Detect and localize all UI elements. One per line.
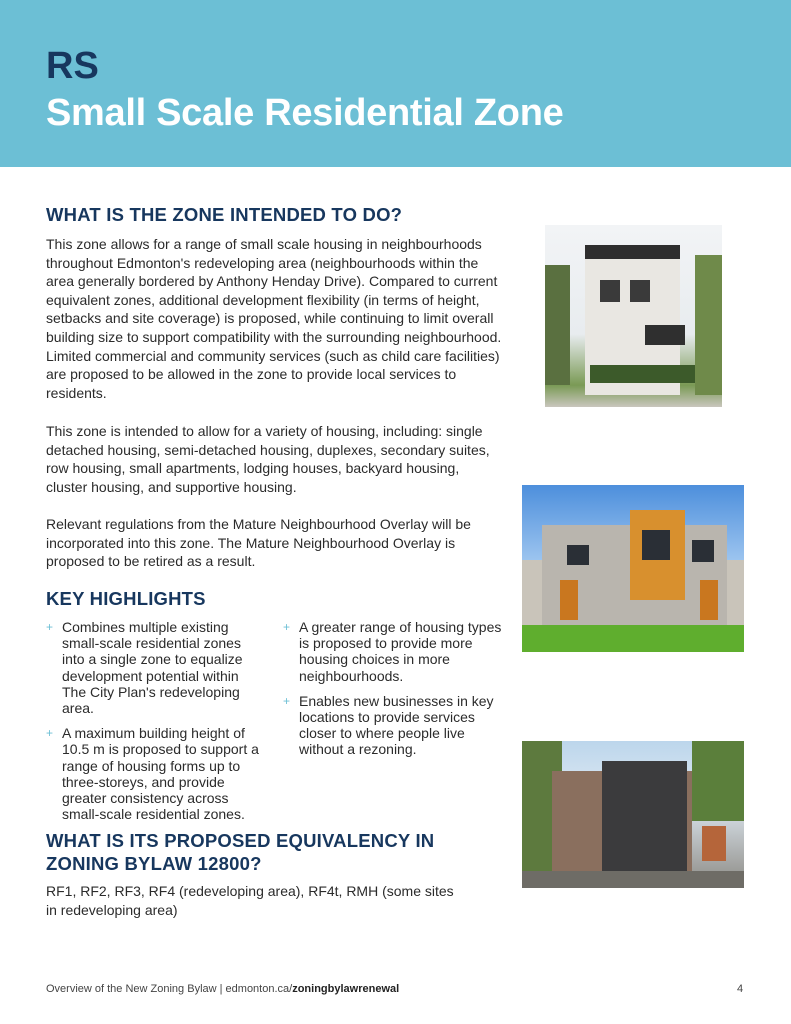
highlights-list-left bbox=[46, 619, 264, 831]
page-number: 4 bbox=[737, 983, 744, 995]
intent-paragraph-2: This zone is intended to allow for a variety of housing, including: single detached housing, semi-detached housing, duplexes, secondary suites, row housing, small apartments, lodging houses, backyard housing, cluster housing, and supportive housing. bbox=[46, 423, 490, 495]
plus-icon: + bbox=[46, 620, 54, 634]
footer-link[interactable]: zoningbylawrenewal bbox=[292, 983, 400, 995]
zone-code: RS bbox=[46, 45, 99, 87]
highlight-text: Enables new businesses in key locations to provide services closer to where people live without a rezoning. bbox=[299, 692, 494, 758]
list-item bbox=[283, 619, 505, 684]
house-photo-3 bbox=[522, 741, 744, 888]
highlight-text: A greater range of housing types is proposed to provide more housing choices in more neighbourhoods. bbox=[299, 619, 502, 684]
house-photo-1 bbox=[545, 225, 722, 407]
intent-paragraph-1: This zone allows for a range of small scale housing in neighbourhoods throughout Edmonton's redeveloping area (neighbourhoods within the area generally bordered by Anthony Henday Drive). Compared to current equivalent zones, additional development flexibility (in terms of height, setbacks and site coverage) is proposed, while continuing to limit overall building size to support compatibility with the surrounding neighbourhood. Limited commercial and community services (such as child care facilities) are proposed to be allowed in the zone to provide local services to residents. bbox=[46, 236, 502, 401]
intent-paragraph-3: Relevant regulations from the Mature Neighbourhood Overlay will be incorporated into this zone. The Mature Neighbourhood Overlay is proposed to be retired as a result. bbox=[46, 516, 471, 570]
highlight-text: Combines multiple existing small-scale residential zones into a single zone to equalize development potential within The City Plan's redeveloping area. bbox=[62, 619, 243, 717]
footer bbox=[46, 983, 399, 995]
equivalency-heading: WHAT IS ITS PROPOSED EQUIVALENCY IN ZONING BYLAW 12800? bbox=[46, 830, 435, 874]
page-header bbox=[0, 0, 791, 167]
plus-icon: + bbox=[283, 693, 291, 708]
footer-text: Overview of the New Zoning Bylaw | edmonton.ca/ bbox=[46, 983, 293, 995]
equivalency-text: RF1, RF2, RF3, RF4 (redeveloping area), RF4t, RMH (some sites in redeveloping area) bbox=[46, 883, 454, 918]
list-item bbox=[46, 725, 264, 822]
page-title: Small Scale Residential Zone bbox=[46, 92, 564, 134]
plus-icon: + bbox=[283, 620, 291, 634]
intent-heading: WHAT IS THE ZONE INTENDED TO DO? bbox=[46, 204, 403, 225]
list-item bbox=[283, 693, 505, 758]
list-item bbox=[46, 619, 264, 716]
highlights-list-right bbox=[283, 619, 505, 767]
plus-icon: + bbox=[46, 726, 54, 741]
house-photo-2 bbox=[522, 485, 744, 652]
highlight-text: A maximum building height of 10.5 m is proposed to support a range of housing forms up to three-storeys, and provide greater consistency across small-scale residential zones. bbox=[62, 725, 259, 823]
highlights-heading: KEY HIGHLIGHTS bbox=[46, 588, 206, 609]
